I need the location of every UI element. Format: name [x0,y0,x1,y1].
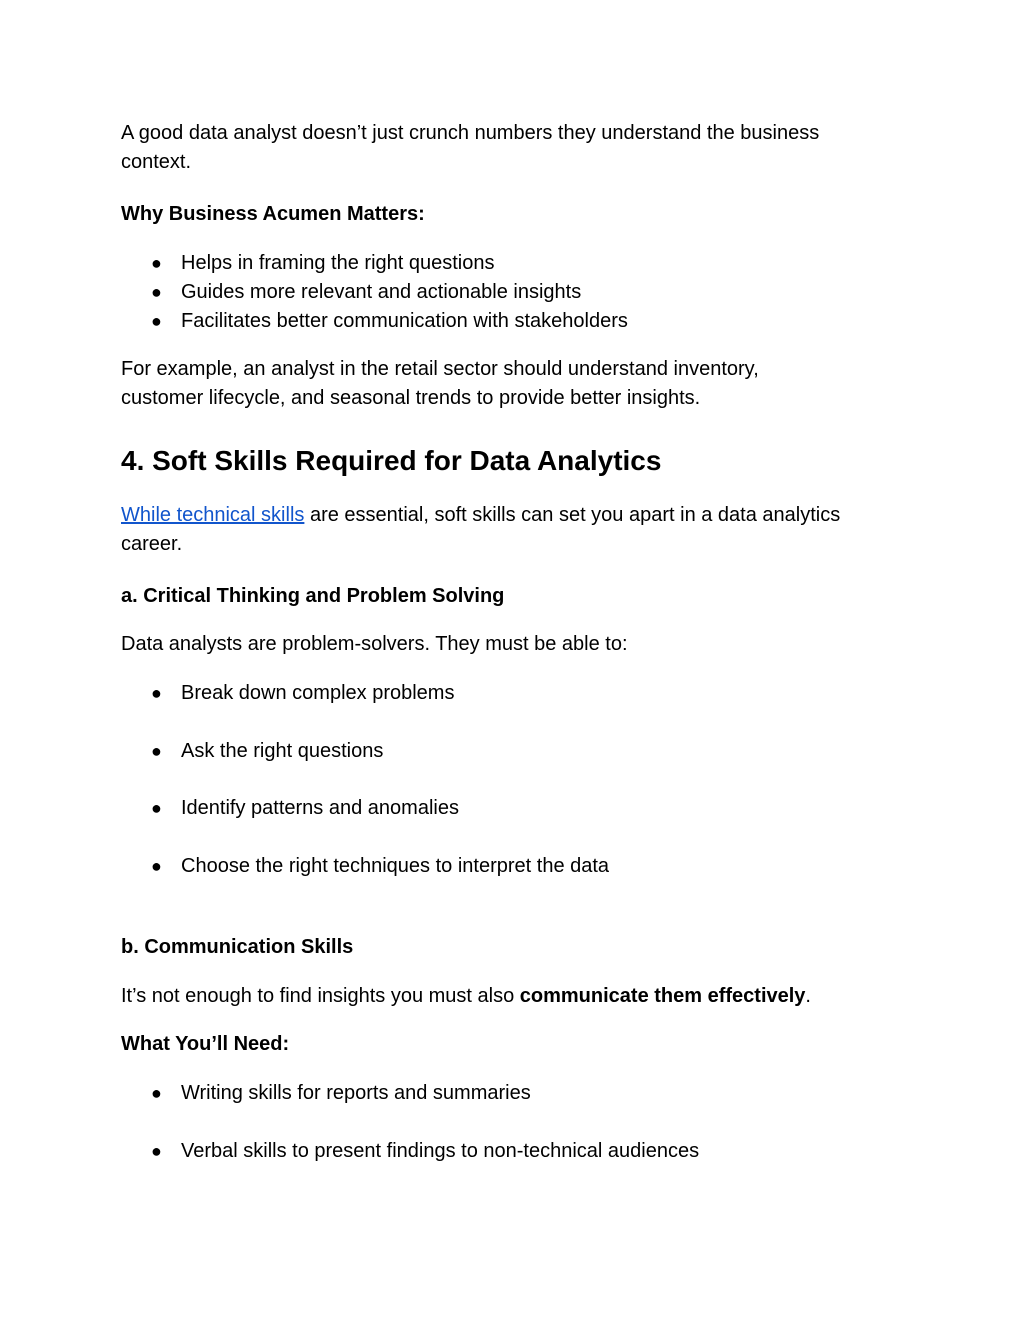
bullet-icon: ● [151,282,162,302]
list-item-text: Verbal skills to present findings to non-technical audiences [181,1140,700,1162]
example-line-1: For example, an analyst in the retail sector should understand inventory, [121,358,759,380]
intro-line-1: A good data analyst doesn’t just crunch numbers they understand the business [121,122,820,144]
communication-lead-bold: communicate them effectively [519,985,806,1007]
communication-lead-end: . [805,985,811,1007]
bullet-icon: ● [151,856,162,876]
section-4-intro-line-1 [121,501,840,530]
list-item-text: Ask the right questions [181,740,384,762]
communication-lead [121,982,811,1011]
section-4-intro-rest: are essential, soft skills can set you apart in a data analytics [304,504,841,526]
bullet-icon: ● [151,741,162,761]
bullet-icon: ● [151,1141,162,1161]
list-item-text: Helps in framing the right questions [181,252,495,274]
list-item-text: Break down complex problems [181,682,455,704]
technical-skills-link[interactable]: While technical skills [121,504,305,526]
what-youll-need-heading: What You’ll Need: [121,1033,290,1055]
list-item-text: Facilitates better communication with stakeholders [181,310,628,332]
bullet-icon: ● [151,311,162,331]
intro-line-2: context. [121,151,192,173]
communication-lead-plain: It’s not enough to find insights you must also [121,985,520,1007]
business-acumen-heading: Why Business Acumen Matters: [121,203,425,225]
list-item-text: Writing skills for reports and summaries [181,1082,531,1104]
list-item-text: Choose the right techniques to interpret the data [181,855,610,877]
list-item-text: Guides more relevant and actionable insights [181,281,582,303]
communication-heading: b. Communication Skills [121,936,354,958]
critical-thinking-heading: a. Critical Thinking and Problem Solving [121,585,505,607]
bullet-icon: ● [151,1083,162,1103]
section-4-intro-line-2: career. [121,533,183,555]
critical-thinking-lead: Data analysts are problem-solvers. They must be able to: [121,633,628,655]
bullet-icon: ● [151,683,162,703]
example-line-2: customer lifecycle, and seasonal trends to provide better insights. [121,387,701,409]
bullet-icon: ● [151,798,162,818]
section-4-title: 4. Soft Skills Required for Data Analytics [121,445,662,476]
list-item-text: Identify patterns and anomalies [181,797,459,819]
bullet-icon: ● [151,253,162,273]
